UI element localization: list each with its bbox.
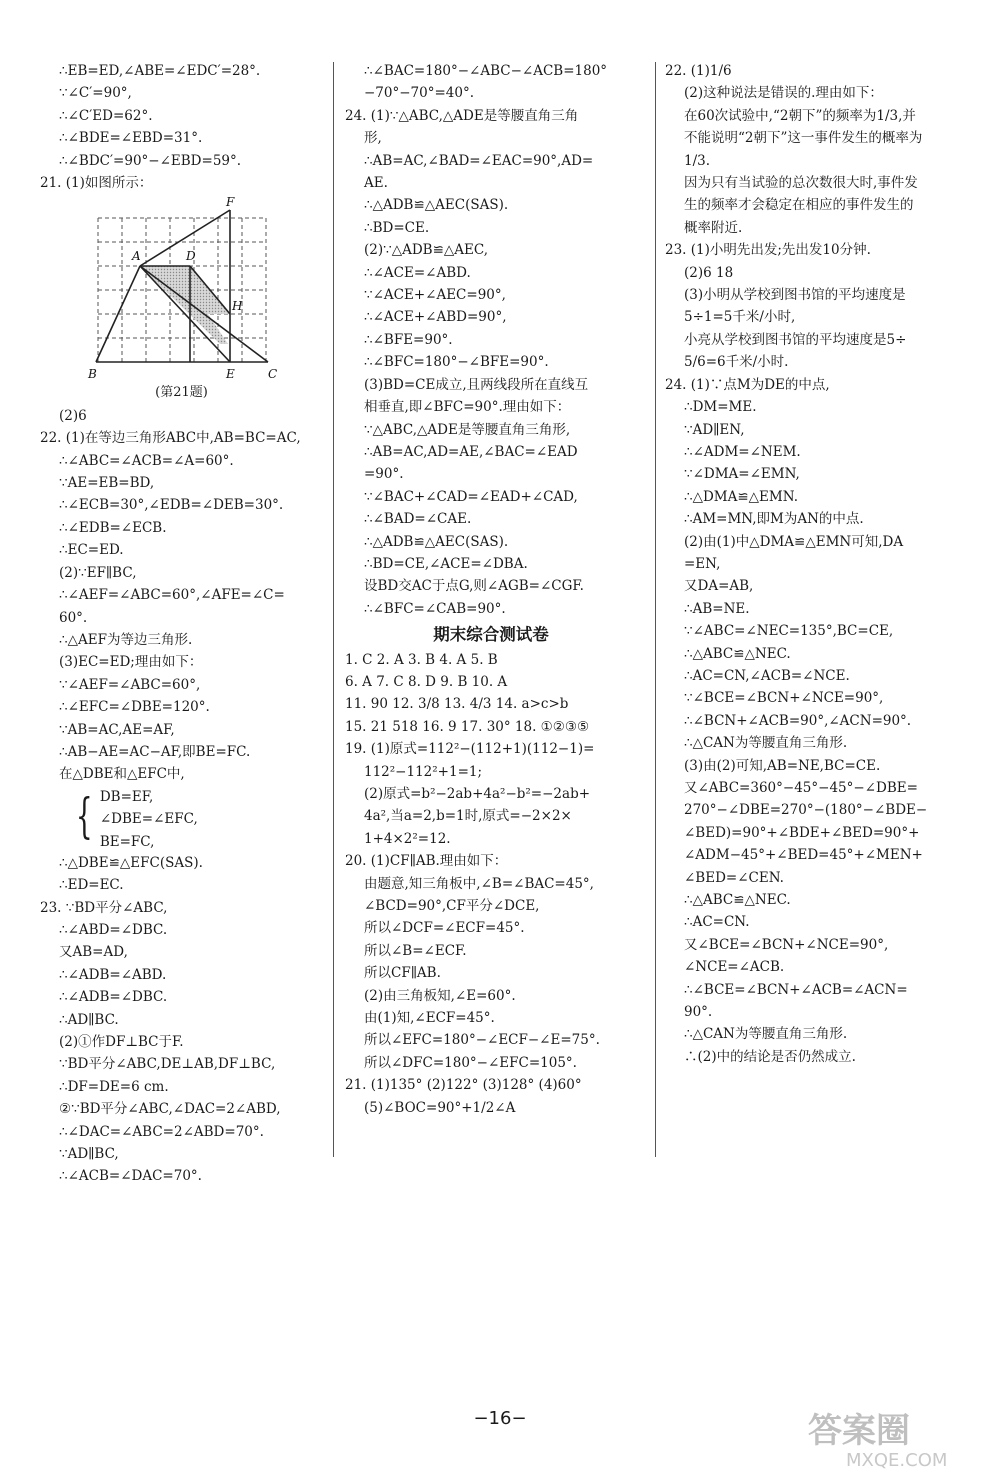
page-number: −16− <box>473 1408 527 1429</box>
answer-line: ∵∠AEF=∠ABC=60°, <box>59 676 201 693</box>
answer-line: ∵∠ACE+∠AEC=90°, <box>364 287 506 304</box>
answer-column-1 <box>40 60 323 1188</box>
answer-line: 5/6=6千米/小时. <box>684 354 789 371</box>
answer-line: 所以CF∥AB. <box>364 965 441 982</box>
answer-line: ∵∠BAC+∠CAD=∠EAD+∠CAD, <box>364 488 578 505</box>
answer-line: 又∠BCE=∠BCN+∠NCE=90°, <box>684 936 889 953</box>
answer-line: 由(1)知,∠ECF=45°. <box>364 1010 495 1027</box>
answer-line: ∴△AEF为等边三角形. <box>59 631 193 648</box>
answer-line: ∵AD∥EN, <box>684 421 745 438</box>
col1-lines-top <box>40 60 323 194</box>
answer-line: ∴∠EFC=∠DBE=120°. <box>59 699 210 716</box>
answer-line: 21. (1)135° (2)122° (3)128° (4)60° <box>345 1077 582 1094</box>
answer-line: 15. 21 518 16. 9 17. 30° 18. ①②③⑤ <box>345 718 590 735</box>
brace-symbol: { <box>75 787 93 844</box>
answer-line: ∴∠ABC=∠ACB=∠A=60°. <box>59 452 234 469</box>
answer-line: ∴△DBE≌△EFC(SAS). <box>59 854 203 871</box>
answer-line: ∴∠ECB=30°,∠EDB=∠DEB=30°. <box>59 497 284 514</box>
answer-line: ∴EC=ED. <box>59 542 124 559</box>
answer-line: ∴∠ADB=∠ABD. <box>59 966 167 983</box>
answer-line: ∴∠BCN+∠ACB=90°,∠ACN=90°. <box>684 712 912 729</box>
answer-line: 由题意,知三角板中,∠B=∠BAC=45°, <box>364 875 594 892</box>
answer-line: 24. (1)∵点M为DE的中点, <box>665 376 830 393</box>
answer-line: 在60次试验中,“2朝下”的频率为1/3,并 <box>684 107 916 124</box>
column-divider-right <box>655 62 656 1157</box>
answer-column-3 <box>665 60 965 1068</box>
answer-line: ∵AD∥BC, <box>59 1146 119 1163</box>
answer-line: ∴AD∥BC. <box>59 1011 119 1028</box>
answer-line: ∴ED=EC. <box>59 877 124 894</box>
answer-line: (2)这种说法是错误的.理由如下： <box>684 85 883 102</box>
answer-column-2 <box>345 60 637 1119</box>
answer-line: ∠NCE=∠ACB. <box>684 959 785 976</box>
label-H: H <box>232 299 243 314</box>
answer-line: 270°−∠DBE=270°−(180°−∠BDE− <box>684 802 928 819</box>
answer-line: 90°. <box>684 1004 713 1021</box>
answer-line: ∴△DMA≌△EMN. <box>684 488 798 505</box>
answer-line: (3)由(2)可知,AB=NE,BC=CE. <box>684 757 881 774</box>
label-B: B <box>88 367 97 382</box>
answer-line: ∠BED=∠CEN. <box>684 869 784 886</box>
answer-line: 4a²,当a=2,b=1时,原式=−2×2× <box>364 808 572 825</box>
answer-line: 小亮从学校到图书馆的平均速度是5÷ <box>684 331 907 348</box>
answer-line: 6. A 7. C 8. D 9. B 10. A <box>345 673 508 690</box>
answer-line: =EN, <box>684 555 721 572</box>
answer-line: 112²−112²+1=1; <box>364 763 483 780</box>
answer-line: 1/3. <box>684 152 711 169</box>
answer-line: ∴∠BAC=180°−∠ABC−∠ACB=180° <box>364 63 608 79</box>
answer-line: 形, <box>364 130 382 147</box>
answer-line: ∵∠DMA=∠EMN, <box>684 466 800 483</box>
answer-line: 又DA=AB, <box>684 578 754 595</box>
answer-line: ∵∠ABC=∠NEC=135°,BC=CE, <box>684 623 894 640</box>
answer-line: 又AB=AD, <box>59 944 128 961</box>
answer-line: 又∠ABC=360°−45°−45°−∠DBE= <box>684 780 918 796</box>
answer-line: ∵AE=EB=BD, <box>59 475 155 492</box>
svg-text:答案圈: 答案圈 <box>808 1411 910 1451</box>
answer-line: 24. (1)∵△ABC,△ADE是等腰直角三角 <box>345 107 579 124</box>
answer-line: (2)①作DF⊥BC于F. <box>59 1034 184 1050</box>
answer-line: 生的频率才会稳定在相应的事件发生的 <box>684 197 914 214</box>
answer-line: ∴∠DAC=∠ABC=2∠ABD=70°. <box>59 1123 264 1140</box>
answer-line: ∴∠BCE=∠BCN+∠ACB=∠ACN= <box>684 981 908 998</box>
system-line: DB=EF, <box>99 788 154 805</box>
answer-line: 所以∠DFC=180°−∠EFC=105°. <box>364 1054 577 1071</box>
answer-line: ∴∠ACB=∠DAC=70°. <box>59 1168 202 1185</box>
answer-line: ∴△ADB≌△AEC(SAS). <box>364 533 509 550</box>
answer-line: −70°−70°=40°. <box>364 85 475 102</box>
answer-line: ∠ADM−45°+∠BED=45°+∠MEN+ <box>684 847 923 864</box>
answer-line: ∴∠BDE=∠EBD=31°. <box>59 130 203 147</box>
answer-line: ∴EB=ED,∠ABE=∠EDC′=28°. <box>59 63 261 79</box>
answer-line: ∴∠ABD=∠DBC. <box>59 921 168 938</box>
col2-lines-bottom <box>345 649 637 1120</box>
answer-line: ∴(2)中的结论是否仍然成立. <box>684 1048 856 1065</box>
section-title: 期末综合测试卷 <box>433 625 549 645</box>
label-D: D <box>186 249 196 264</box>
answer-line: 1+4×2²=12. <box>364 830 451 847</box>
answer-line: ∴△CAN为等腰直角三角形. <box>684 735 848 752</box>
answer-line: AE. <box>364 175 388 192</box>
answer-line: 相垂直,即∠BFC=90°.理由如下： <box>364 399 571 416</box>
answer-line: 20. (1)CF∥AB.理由如下： <box>345 853 508 870</box>
answer-line: ∴AB=NE. <box>684 600 750 617</box>
label-F: F <box>226 196 235 210</box>
answer-line: 设BD交AC于点G,则∠AGB=∠CGF. <box>364 578 584 595</box>
column-divider-left <box>333 62 334 1157</box>
answer-line: ∴∠ACE+∠ABD=90°, <box>364 309 507 326</box>
shaded-region <box>140 266 230 344</box>
col1-lines-mid <box>40 405 323 786</box>
system-line: BE=FC, <box>99 833 155 850</box>
answer-line: ∴DM=ME. <box>684 399 757 416</box>
system-lines <box>100 786 198 853</box>
answer-line: ∴∠AEF=∠ABC=60°,∠AFE=∠C= <box>59 587 285 604</box>
answer-line: ∴AB=AC,∠BAD=∠EAC=90°,AD= <box>364 152 594 169</box>
answer-line: 所以∠B=∠ECF. <box>364 942 467 959</box>
watermark-logo <box>800 1402 990 1472</box>
answer-line: ∴∠ADB=∠DBC. <box>59 989 168 1006</box>
answer-line: 1. C 2. A 3. B 4. A 5. B <box>345 651 498 668</box>
answer-line: ∴∠ACE=∠ABD. <box>364 264 471 281</box>
answer-line: (2)原式=b²−2ab+4a²−b²=−2ab+ <box>364 786 591 802</box>
answer-line: 5÷1=5千米/小时, <box>684 309 796 326</box>
answer-line: ∴∠BAD=∠CAE. <box>364 511 472 528</box>
answer-line: ∴∠BFC=180°−∠BFE=90°. <box>364 354 549 371</box>
answer-line: 21. (1)如图所示： <box>40 175 153 192</box>
answer-line: ∵AB=AC,AE=AF, <box>59 721 175 738</box>
answer-line: 23. ∵BD平分∠ABC, <box>40 899 168 916</box>
answer-line: 概率附近. <box>684 219 743 236</box>
answer-line: (2)由(1)中△DMA≌△EMN可知,DA <box>684 533 904 550</box>
answer-line: ∵BD平分∠ABC,DE⊥AB,DF⊥BC, <box>59 1056 276 1073</box>
answer-line: (5)∠BOC=90°+1/2∠A <box>364 1099 516 1116</box>
answer-line: 19. (1)原式=112²−(112+1)(112−1)= <box>345 741 595 758</box>
answer-line: ∴AC=CN,∠ACB=∠NCE. <box>684 667 850 684</box>
answer-line: ∴AM=MN,即M为AN的中点. <box>684 511 864 528</box>
answer-line: ∴△ABC≌△NEC. <box>684 645 791 662</box>
col3-lines <box>665 60 965 1068</box>
equation-system <box>40 786 323 852</box>
col2-lines-top <box>345 60 637 620</box>
answer-line: ∵∠BCE=∠BCN+∠NCE=90°, <box>684 690 884 707</box>
figure-caption: (第21题) <box>155 385 208 401</box>
answer-line: ∵△ABC,△ADE是等腰直角三角形, <box>364 421 571 438</box>
svg-text:MXQE.COM: MXQE.COM <box>846 1450 948 1471</box>
answer-line: 因为只有当试验的总次数很大时,事件发 <box>684 175 918 192</box>
answer-line: (2)6 <box>59 407 87 424</box>
answer-line: ∴∠BFC=∠CAB=90°. <box>364 600 506 617</box>
answer-line: ∴AB=AC,AD=AE,∠BAC=∠EAD <box>364 443 578 460</box>
answer-line: =90°. <box>364 466 404 483</box>
col1-lines-bottom <box>40 852 323 1188</box>
answer-line: 所以∠EFC=180°−∠ECF−∠E=75°. <box>364 1032 600 1049</box>
answer-line: ②∵BD平分∠ABC,∠DAC=2∠ABD, <box>59 1101 281 1118</box>
answer-line: 所以∠DCF=∠ECF=45°. <box>364 920 525 937</box>
answer-line: ∠BED)=90°+∠BDE+∠BED=90°+ <box>684 824 920 841</box>
answer-line: ∴AC=CN. <box>684 914 750 931</box>
grid-triangle-diagram <box>40 196 323 382</box>
answer-line: ∴AB−AE=AC−AF,即BE=FC. <box>59 743 251 760</box>
answer-line: ∴△ABC≌△NEC. <box>684 892 791 909</box>
answer-line: ∴∠ADM=∠NEM. <box>684 443 801 460</box>
answer-line: ∴△ADB≌△AEC(SAS). <box>364 197 509 214</box>
answer-line: ∴∠EDB=∠ECB. <box>59 519 167 536</box>
answer-line: 不能说明“2朝下”这一事件发生的概率为 <box>684 130 923 147</box>
answer-line: ∴∠C′ED=62°. <box>59 107 153 124</box>
answer-line: 23. (1)小明先出发;先出发10分钟. <box>665 242 871 259</box>
answer-line: (3)BD=CE成立,且两线段所在直线互 <box>364 376 589 393</box>
answer-line: ∴DF=DE=6 cm. <box>59 1078 169 1095</box>
answer-line: ∴∠BDC′=90°−∠EBD=59°. <box>59 152 242 169</box>
system-line: ∠DBE=∠EFC, <box>99 811 198 828</box>
answer-line: ∵∠C′=90°, <box>59 85 132 102</box>
label-A: A <box>132 249 141 264</box>
answer-line: ∠BCD=90°,CF平分∠DCE, <box>364 898 540 915</box>
answer-line: 在△DBE和△EFC中, <box>59 766 185 783</box>
answer-line: (3)小明从学校到图书馆的平均速度是 <box>684 287 906 304</box>
answer-line: 11. 90 12. 3/8 13. 4/3 14. a>c>b <box>345 696 569 713</box>
answer-line: ∴△CAN为等腰直角三角形. <box>684 1026 848 1043</box>
answer-line: 22. (1)1/6 <box>665 63 732 79</box>
answer-line: 60°. <box>59 609 88 626</box>
label-C: C <box>268 367 278 382</box>
answer-line: ∴BD=CE,∠ACE=∠DBA. <box>364 555 528 572</box>
answer-line: (2)6 18 <box>684 264 734 281</box>
figure-21 <box>40 196 323 382</box>
answer-line: (2)由三角板知,∠E=60°. <box>364 987 516 1004</box>
answer-line: ∴∠BFE=90°. <box>364 331 453 348</box>
answer-line: 22. (1)在等边三角形ABC中,AB=BC=AC, <box>40 430 301 447</box>
label-E: E <box>226 367 235 382</box>
answer-line: (2)∵△ADB≌△AEC, <box>364 242 489 259</box>
answer-line: ∴BD=CE. <box>364 219 430 236</box>
answer-line: (3)EC=ED;理由如下： <box>59 654 203 671</box>
answer-line: (2)∵EF∥BC, <box>59 564 137 581</box>
